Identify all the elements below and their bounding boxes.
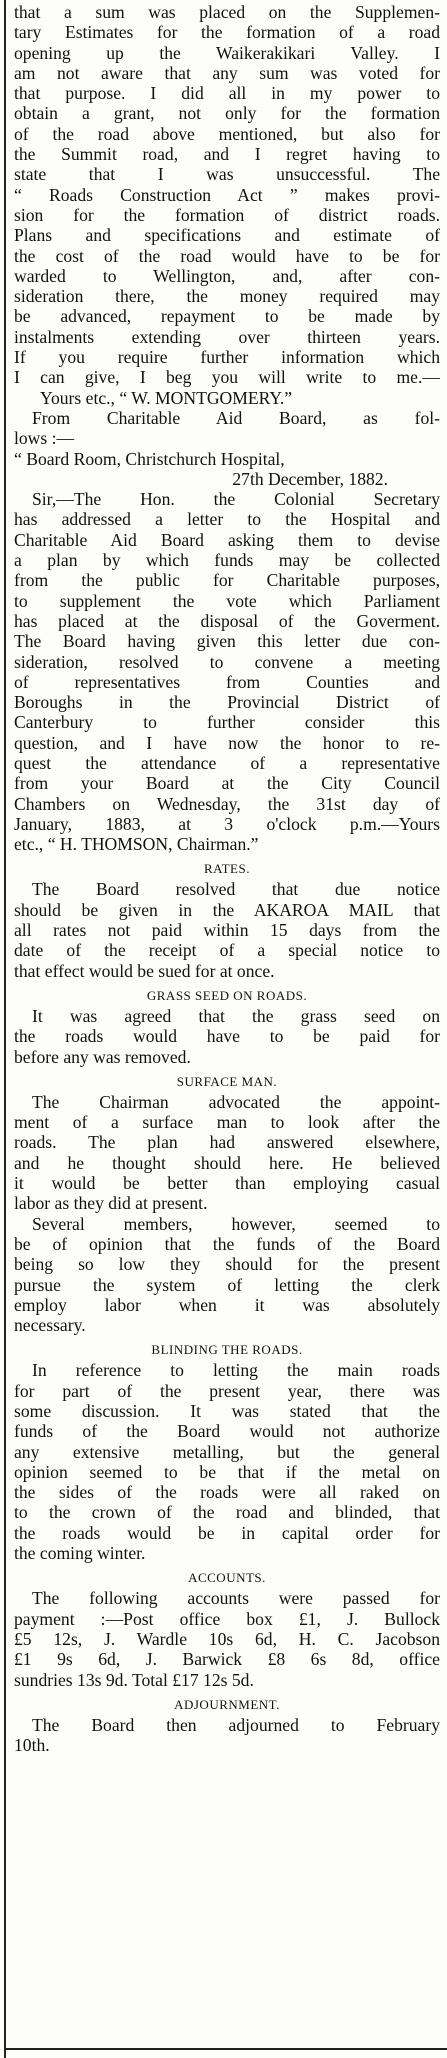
signature-line: Yours etc., “ W. MONTGOMERY.” [40, 387, 293, 408]
text-line: January, 1883, at 3 o'clock p.m.—Yours [14, 813, 440, 834]
text-line: to the crown of the road and blinded, that [14, 1502, 440, 1523]
text-line: From Charitable Aid Board, as fol- [32, 407, 440, 428]
letter-date: 27th December, 1882. [232, 468, 388, 489]
text-line: funds of the Board would not authorize [14, 1421, 440, 1442]
letter-address: “ Board Room, Christchurch Hospital, [14, 448, 285, 469]
column-rule-bottom [4, 2048, 447, 2050]
section-surface-man [14, 1072, 440, 1336]
text-line: of representatives from Counties and [14, 671, 440, 692]
text-line: that a sum was placed on the Supplemen- [14, 2, 440, 22]
text-line: tary Estimates for the formation of a road [14, 22, 440, 43]
text-line: the cost of the road would have to be for [14, 245, 440, 266]
text-line: opening up the Waikerakikari Valley. I [14, 42, 440, 63]
text-line: instalments extending over thirteen years. [14, 326, 440, 347]
text-line: sion for the formation of district roads. [14, 204, 440, 225]
text-line: roads. The plan had answered elsewhere, [14, 1132, 440, 1153]
text-line: obtain a grant, not only for the formation [14, 103, 440, 124]
text-line: am not aware that any sum was voted for [14, 62, 440, 83]
text-line: labor as they did at present. [14, 1193, 208, 1214]
text-line: £5 12s, J. Wardle 10s 6d, H. C. Jacobson [14, 1628, 440, 1649]
text-line: a plan by which funds may be collected [14, 550, 440, 571]
text-line: all rates not paid within 15 days from the [14, 920, 440, 941]
text-line: from the public for Charitable purposes, [14, 570, 440, 591]
text-line: ment of a surface man to look after the [14, 1112, 440, 1133]
charitable-aid-letter [14, 408, 440, 855]
section-heading: BLINDING THE ROADS. [151, 1342, 303, 1358]
text-line: necessary. [14, 1315, 86, 1336]
text-line: Sir,—The Hon. the Colonial Secretary [32, 489, 440, 510]
text-line: The Board resolved that due notice [32, 879, 440, 900]
text-line: opinion seemed to be that if the metal on [14, 1461, 440, 1482]
text-line: it would be better than employing casual [14, 1173, 440, 1194]
text-line: The following accounts were passed for [32, 1588, 440, 1609]
section-heading: RATES. [204, 861, 250, 877]
section-heading: ACCOUNTS. [188, 1570, 266, 1586]
text-line: question, and I have now the honor to re- [14, 732, 440, 753]
text-line: being so low they should for the present [14, 1254, 440, 1275]
text-line: to supplement the vote which Parliament [14, 590, 440, 611]
text-line: sundries 13s 9d. Total £17 12s 5d. [14, 1669, 254, 1690]
signature-line: etc., “ H. THOMSON, Chairman.” [14, 834, 259, 855]
text-line: The Board having given this letter due con- [14, 631, 440, 652]
text-line: “ Roads Construction Act ” makes provi- [14, 184, 440, 205]
text-line: the roads would be in capital order for [14, 1522, 440, 1543]
text-line: I can give, I beg you will write to me.— [14, 367, 440, 388]
text-line: from your Board at the City Council [14, 773, 440, 794]
text-line: sideration, resolved to convene a meeting [14, 651, 440, 672]
montgomery-letter [14, 2, 440, 408]
text-line: the Summit road, and I regret having to [14, 144, 440, 165]
text-line: The Board then adjourned to February [32, 1714, 440, 1735]
text-line: quest the attendance of a representative [14, 752, 440, 773]
text-line: The Chairman advocated the appoint- [32, 1091, 440, 1112]
text-line: the sides of the roads were all raked on [14, 1482, 440, 1503]
section-adjournment [14, 1695, 440, 1756]
text-line: Charitable Aid Board asking them to devise [14, 529, 440, 550]
section-heading: GRASS SEED ON ROADS. [146, 987, 308, 1003]
text-line: sideration there, the money required may [14, 286, 440, 307]
section-accounts [14, 1568, 440, 1689]
text-line: of the road above mentioned, but also for [14, 123, 440, 144]
column-rule-left [4, 0, 6, 2058]
text-line: should be given in the AKAROA MAIL that [14, 899, 440, 920]
text-line: has addressed a letter to the Hospital and [14, 509, 440, 530]
text-line: It was agreed that the grass seed on [32, 1005, 440, 1026]
text-line: has placed at the disposal of the Goverment. [14, 610, 440, 631]
text-line: Plans and specifications and estimate of [14, 225, 440, 246]
text-line: any extensive metalling, but the general [14, 1441, 440, 1462]
text-line: Several members, however, seemed to [32, 1213, 440, 1234]
section-heading: SURFACE MAN. [176, 1073, 278, 1089]
text-line: some discussion. It was stated that the [14, 1401, 440, 1421]
text-line: Canterbury to further consider this [14, 712, 440, 733]
section-rates [14, 859, 440, 980]
text-line: If you require further information which [14, 347, 440, 368]
text-line: pursue the system of letting the clerk [14, 1274, 440, 1295]
text-line: In reference to letting the main roads [32, 1360, 440, 1381]
text-line: that effect would be sued for at once. [14, 960, 275, 981]
text-line: payment :—Post office box £1, J. Bullock [14, 1608, 440, 1629]
text-line: be advanced, repayment to be made by [14, 306, 440, 327]
text-line: for part of the present year, there was [14, 1380, 440, 1401]
text-line: £1 9s 6d, J. Barwick £8 6s 8d, office [14, 1649, 440, 1670]
section-blinding-roads [14, 1340, 440, 1563]
text-line: 10th. [14, 1735, 50, 1756]
text-line: the roads would have to be paid for [14, 1026, 440, 1047]
text-line: lows :— [14, 428, 75, 449]
text-line: that purpose. I did all in my power to [14, 83, 440, 104]
text-line: and he thought should here. He believed [14, 1152, 440, 1173]
article-column [14, 2, 440, 1755]
text-line: state that I was unsuccessful. The [14, 164, 440, 185]
text-line: date of the receipt of a special notice to [14, 940, 440, 961]
text-line: Chambers on Wednesday, the 31st day of [14, 793, 440, 814]
text-line: be of opinion that the funds of the Board [14, 1233, 440, 1254]
section-heading: ADJOURNMENT. [174, 1696, 280, 1712]
text-line: Boroughs in the Provincial District of [14, 692, 440, 713]
text-line: the coming winter. [14, 1543, 146, 1564]
text-line: warded to Wellington, and, after con- [14, 265, 440, 286]
section-grass-seed [14, 986, 440, 1067]
text-line: employ labor when it was absolutely [14, 1294, 440, 1315]
text-line: before any was removed. [14, 1046, 191, 1067]
